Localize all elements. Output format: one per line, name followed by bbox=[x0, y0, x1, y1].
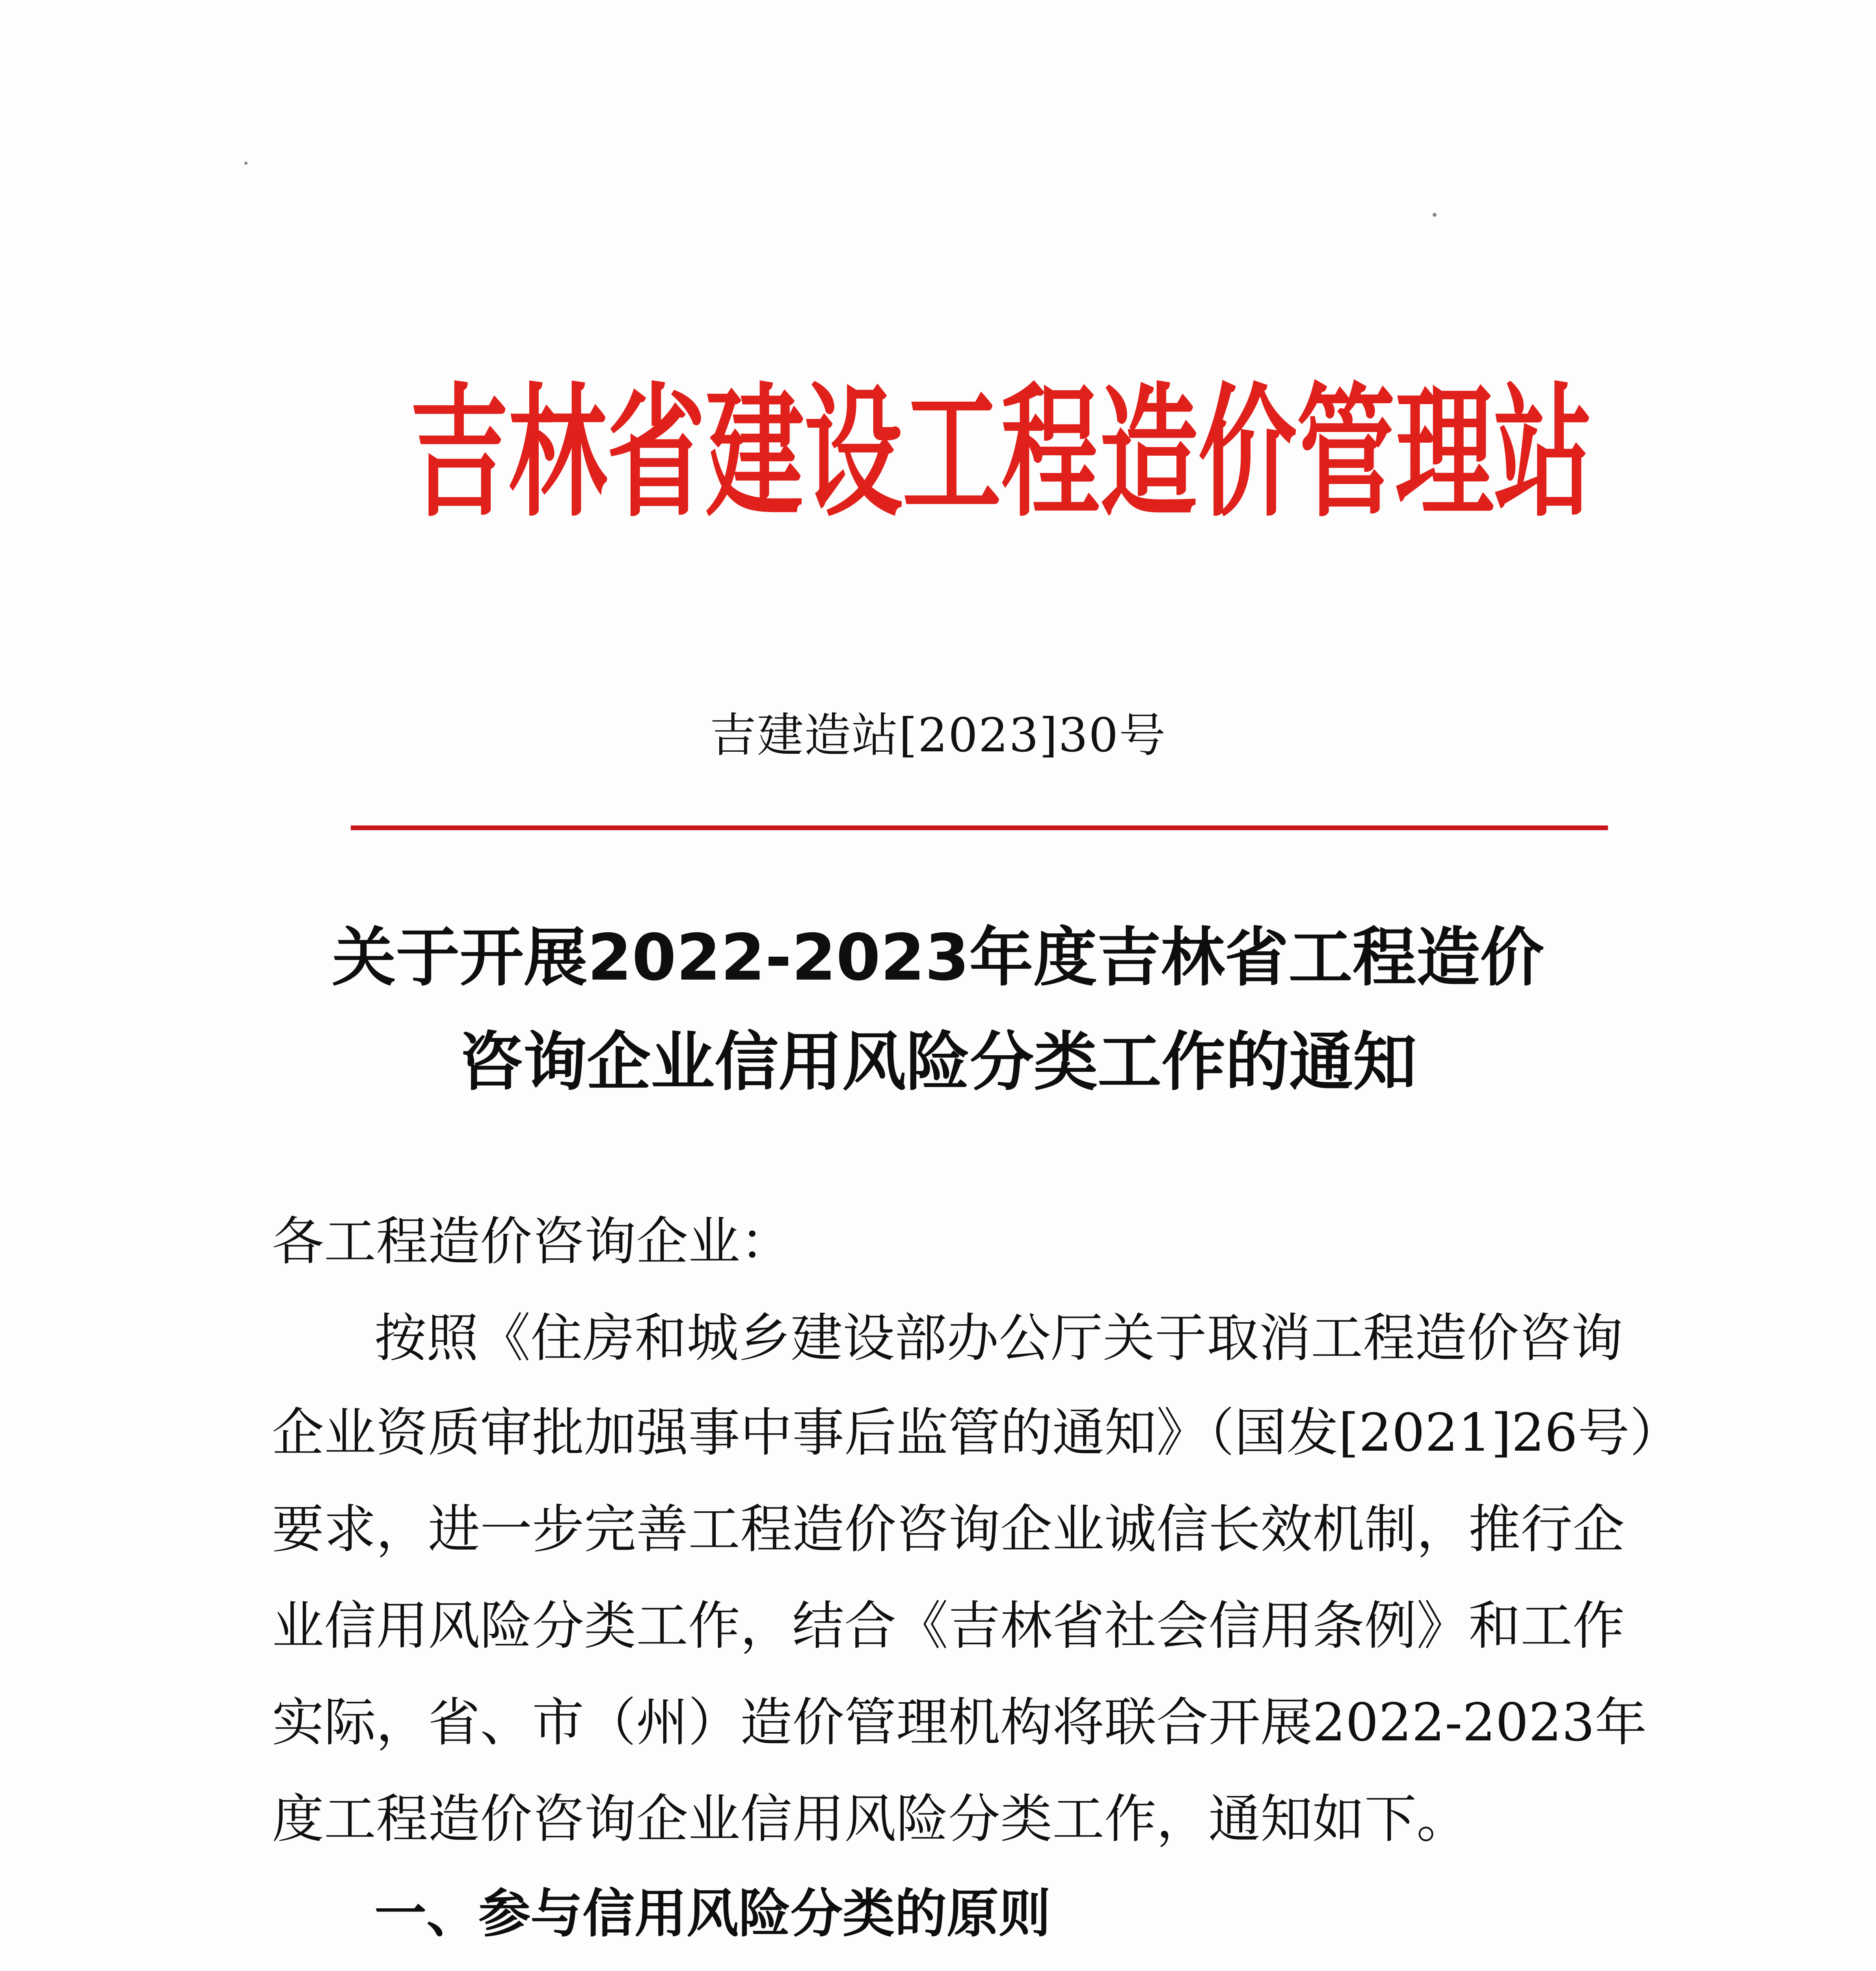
intro-line-5: 实际，省、市（州）造价管理机构将联合开展2022-2023年 bbox=[272, 1692, 1647, 1753]
section-1-heading: 一、参与信用风险分类的原则 bbox=[374, 1883, 1051, 1944]
intro-line-6: 度工程造价咨询企业信用风险分类工作，通知如下。 bbox=[272, 1789, 1468, 1850]
notice-title-line-1: 关于开展2022-2023年度吉林省工程造价 bbox=[332, 921, 1544, 995]
red-divider-rule bbox=[351, 825, 1608, 830]
scan-speck bbox=[1433, 213, 1437, 217]
org-header-char: 管 bbox=[1297, 370, 1395, 537]
intro-line-1: 按照《住房和城乡建设部办公厅关于取消工程造价咨询 bbox=[374, 1308, 1623, 1369]
org-header-char: 建 bbox=[705, 370, 804, 537]
issuing-organization-header bbox=[410, 367, 1592, 540]
org-header-char: 林 bbox=[508, 370, 607, 537]
intro-line-2: 企业资质审批加强事中事后监管的通知》（国发[2021]26号） bbox=[272, 1403, 1682, 1463]
org-header-char: 造 bbox=[1100, 370, 1198, 537]
org-header-char: 工 bbox=[903, 370, 1001, 537]
scan-speck bbox=[244, 162, 248, 165]
document-number: 吉建造站[2023]30号 bbox=[709, 708, 1167, 762]
org-header-char: 理 bbox=[1395, 370, 1494, 537]
salutation: 各工程造价咨询企业： bbox=[272, 1211, 792, 1272]
intro-line-4: 业信用风险分类工作，结合《吉林省社会信用条例》和工作 bbox=[272, 1596, 1625, 1656]
org-header-char: 站 bbox=[1494, 370, 1592, 537]
org-header-char: 程 bbox=[1001, 370, 1100, 537]
intro-line-3: 要求，进一步完善工程造价咨询企业诚信长效机制，推行企 bbox=[272, 1499, 1625, 1560]
notice-title-line-2: 咨询企业信用风险分类工作的通知 bbox=[459, 1025, 1417, 1099]
org-header-char: 吉 bbox=[410, 370, 508, 537]
org-header-char: 价 bbox=[1198, 370, 1297, 537]
org-header-char: 设 bbox=[804, 370, 903, 537]
org-header-char: 省 bbox=[607, 370, 705, 537]
